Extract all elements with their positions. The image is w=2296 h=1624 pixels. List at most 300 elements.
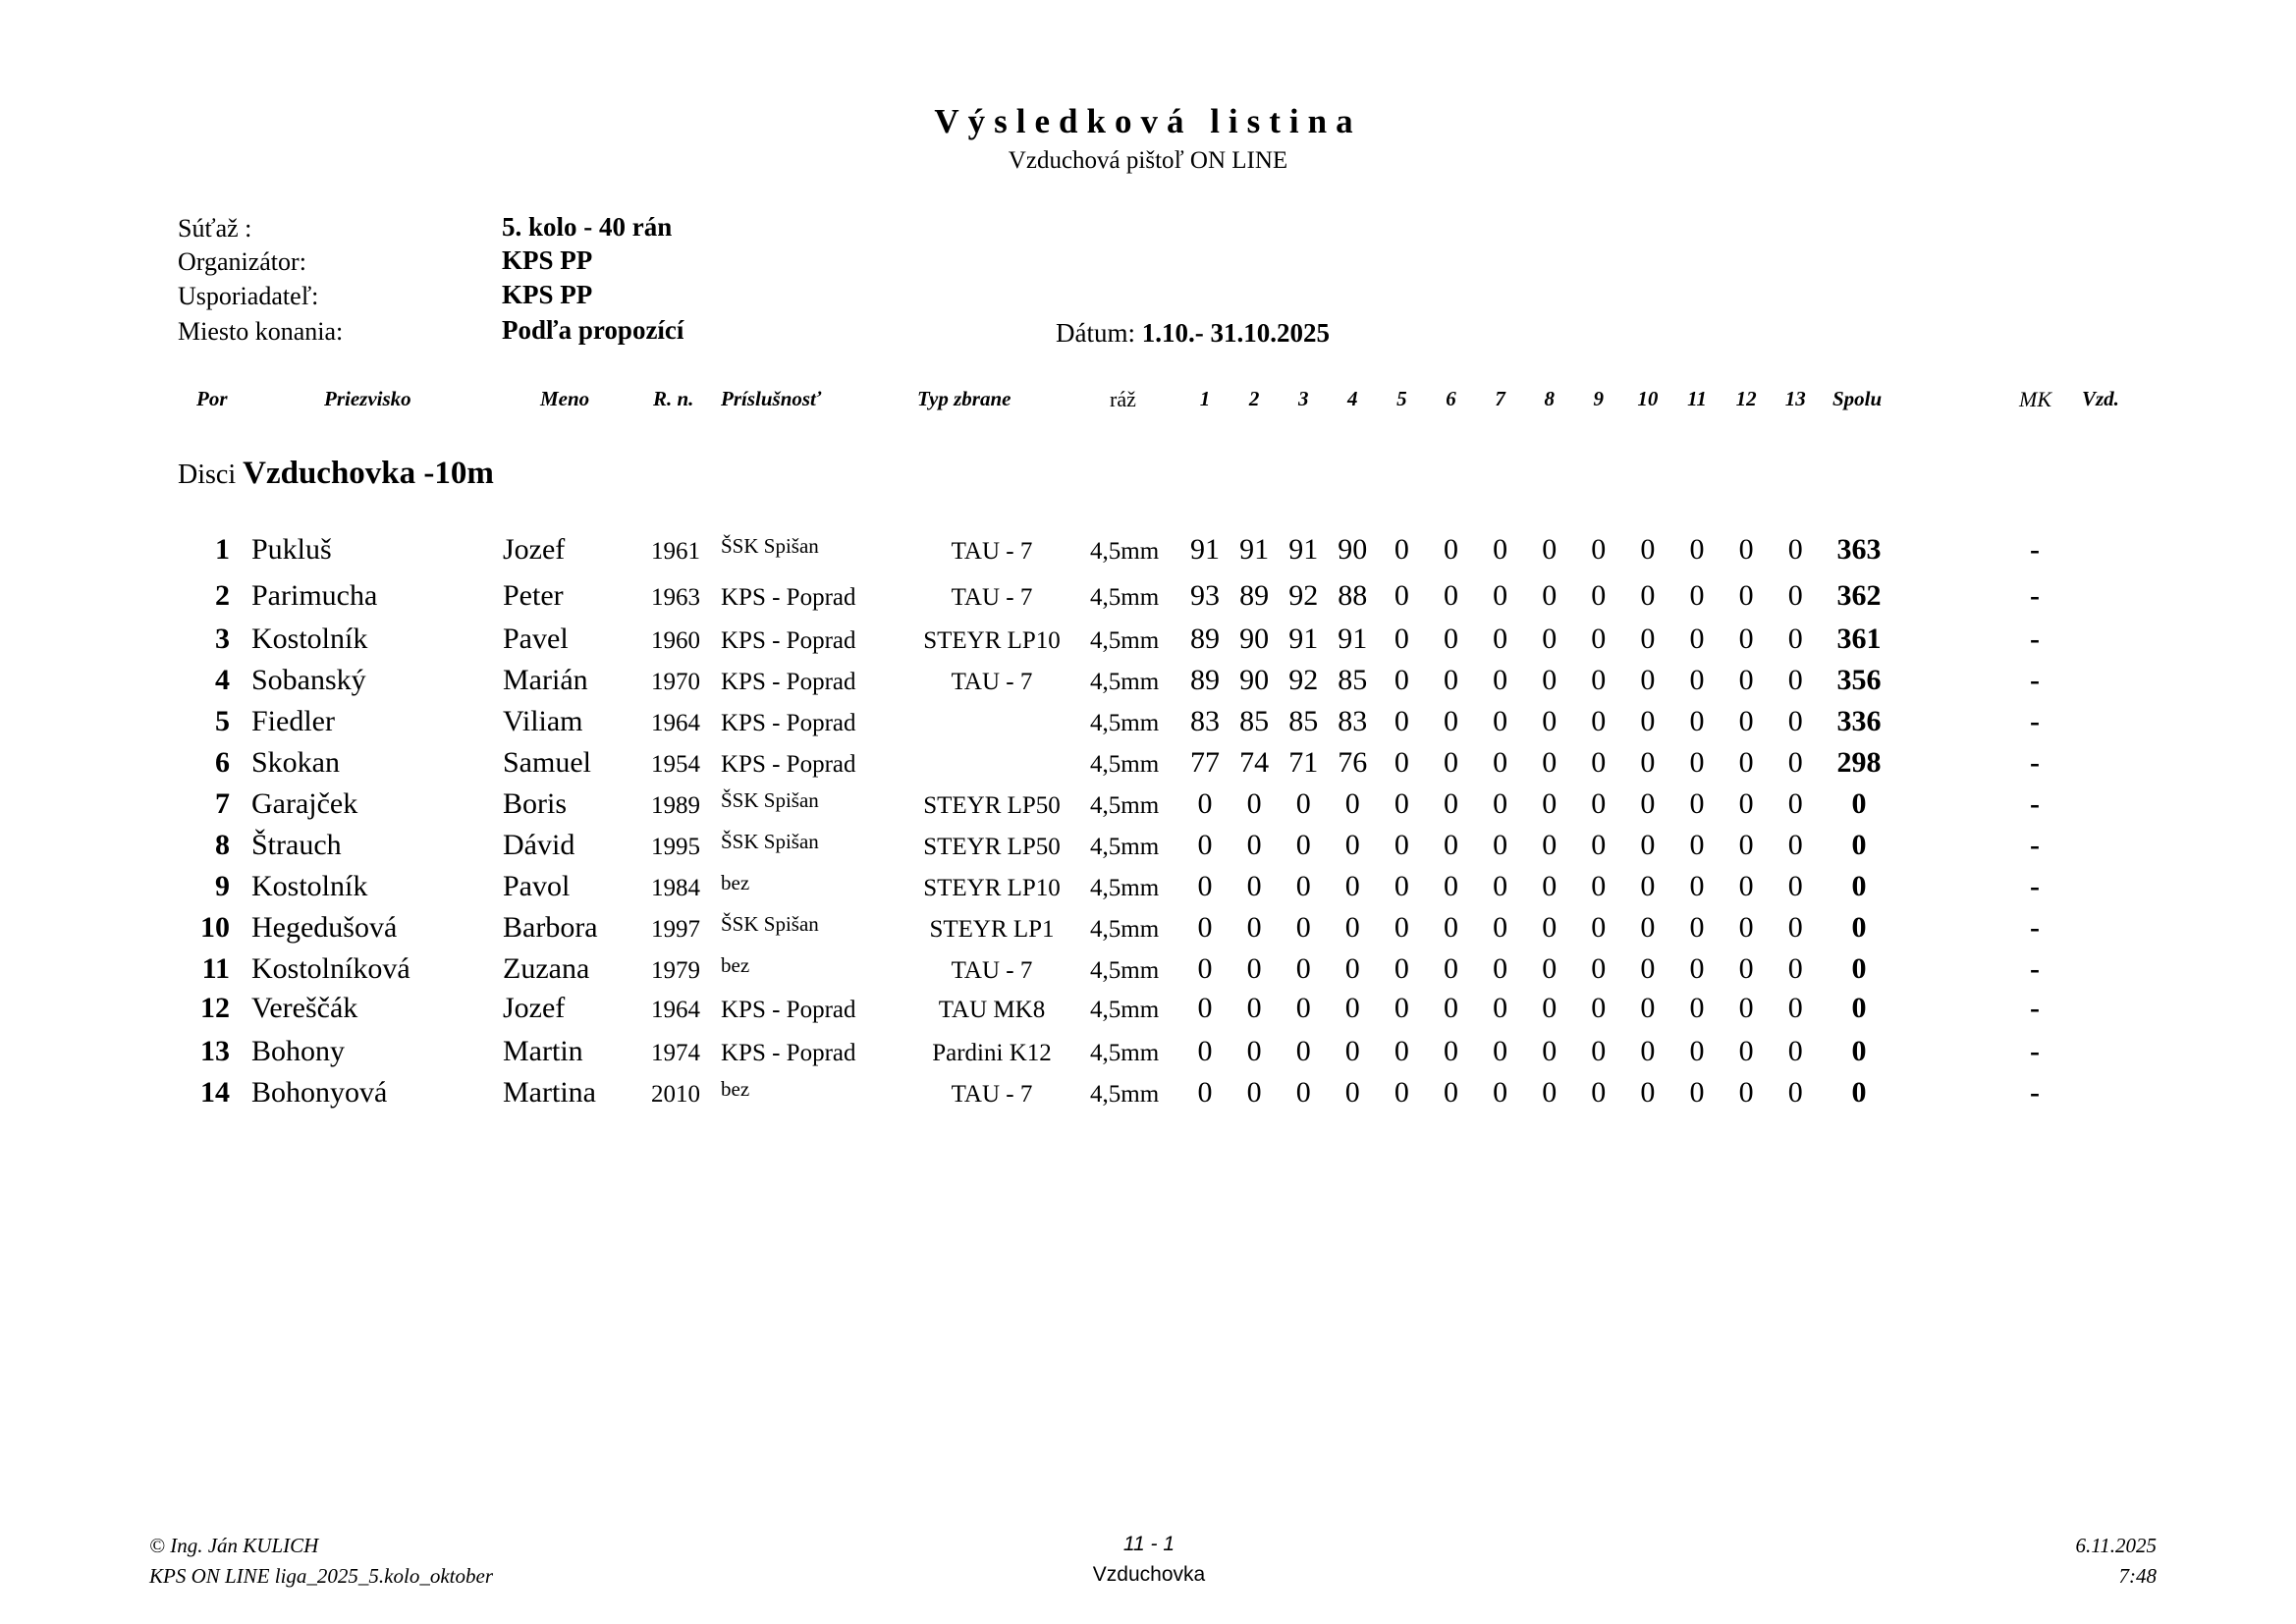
series-2-cell: 0 bbox=[1246, 1035, 1262, 1067]
rank-cell: 5 bbox=[215, 705, 230, 737]
series-5-cell: 0 bbox=[1394, 1035, 1409, 1067]
series-9-cell: 0 bbox=[1591, 746, 1607, 779]
total-cell: 298 bbox=[1836, 746, 1882, 779]
weapon-cell: TAU - 7 bbox=[951, 584, 1033, 611]
caliber-cell: 4,5mm bbox=[1090, 957, 1160, 984]
series-13-cell: 0 bbox=[1787, 829, 1803, 861]
series-1-cell: 89 bbox=[1190, 664, 1220, 696]
series-11-cell: 0 bbox=[1689, 1076, 1705, 1109]
series-5-cell: 0 bbox=[1394, 1076, 1409, 1109]
weapon-cell: TAU MK8 bbox=[938, 997, 1046, 1023]
caliber-cell: 4,5mm bbox=[1090, 916, 1160, 943]
surname-cell: Parimucha bbox=[251, 579, 378, 612]
series-11-cell: 0 bbox=[1689, 992, 1705, 1024]
series-1-cell: 83 bbox=[1190, 705, 1220, 737]
series-12-cell: 0 bbox=[1738, 870, 1754, 902]
series-7-cell: 0 bbox=[1493, 1035, 1508, 1067]
series-10-cell: 0 bbox=[1640, 829, 1656, 861]
weapon-cell: STEYR LP1 bbox=[929, 916, 1055, 943]
name-cell: Peter bbox=[503, 579, 564, 612]
rank-cell: 2 bbox=[215, 579, 230, 612]
surname-cell: Pukluš bbox=[251, 533, 332, 566]
series-10-cell: 0 bbox=[1640, 992, 1656, 1024]
series-9-cell: 0 bbox=[1591, 1035, 1607, 1067]
series-3-cell: 0 bbox=[1295, 870, 1311, 902]
name-cell: Barbora bbox=[503, 911, 598, 944]
name-cell: Pavel bbox=[503, 623, 569, 655]
series-10-cell: 0 bbox=[1640, 911, 1656, 944]
series-8-cell: 0 bbox=[1542, 787, 1558, 820]
series-9-cell: 0 bbox=[1591, 705, 1607, 737]
series-4-cell: 0 bbox=[1344, 829, 1360, 861]
name-cell: Samuel bbox=[503, 746, 591, 779]
series-3-cell: 0 bbox=[1295, 952, 1311, 985]
header-caliber: ráž bbox=[1110, 387, 1136, 411]
name-cell: Pavol bbox=[503, 870, 571, 902]
series-11-cell: 0 bbox=[1689, 664, 1705, 696]
series-4-cell: 91 bbox=[1338, 623, 1368, 655]
series-8-cell: 0 bbox=[1542, 746, 1558, 779]
name-cell: Viliam bbox=[503, 705, 583, 737]
series-8-cell: 0 bbox=[1542, 664, 1558, 696]
header-shot-1: 1 bbox=[1199, 387, 1211, 410]
mk-cell: - bbox=[2030, 787, 2040, 820]
club-cell: bez bbox=[721, 953, 750, 977]
club-cell: ŠSK Spišan bbox=[721, 830, 819, 853]
surname-cell: Štrauch bbox=[251, 829, 342, 861]
series-3-cell: 0 bbox=[1295, 829, 1311, 861]
series-9-cell: 0 bbox=[1591, 870, 1607, 902]
header-mk: MK bbox=[2019, 387, 2051, 411]
date-row bbox=[1056, 318, 1330, 349]
table-row bbox=[0, 1035, 2296, 1074]
series-13-cell: 0 bbox=[1787, 911, 1803, 944]
weapon-cell: TAU - 7 bbox=[951, 669, 1033, 695]
mk-cell: - bbox=[2030, 746, 2040, 779]
year-cell: 1954 bbox=[651, 751, 700, 778]
series-12-cell: 0 bbox=[1738, 664, 1754, 696]
series-9-cell: 0 bbox=[1591, 623, 1607, 655]
series-13-cell: 0 bbox=[1787, 952, 1803, 985]
mk-cell: - bbox=[2030, 533, 2040, 566]
series-5-cell: 0 bbox=[1394, 533, 1409, 566]
series-2-cell: 0 bbox=[1246, 870, 1262, 902]
series-3-cell: 71 bbox=[1288, 746, 1319, 779]
series-6-cell: 0 bbox=[1444, 787, 1458, 820]
series-12-cell: 0 bbox=[1738, 623, 1754, 655]
series-4-cell: 76 bbox=[1338, 746, 1368, 779]
series-6-cell: 0 bbox=[1444, 952, 1458, 985]
series-1-cell: 93 bbox=[1190, 579, 1220, 612]
total-cell: 363 bbox=[1836, 533, 1882, 566]
header-surname: Priezvisko bbox=[324, 387, 411, 410]
header-weapon: Typ zbrane bbox=[917, 387, 1011, 410]
header-shot-4: 4 bbox=[1347, 387, 1358, 410]
name-cell: Boris bbox=[503, 787, 568, 820]
series-10-cell: 0 bbox=[1640, 746, 1656, 779]
header-shot-8: 8 bbox=[1544, 387, 1555, 410]
table-row bbox=[0, 1076, 2296, 1115]
year-cell: 1970 bbox=[651, 669, 700, 695]
series-5-cell: 0 bbox=[1394, 579, 1409, 612]
year-cell: 1963 bbox=[651, 584, 700, 611]
rank-cell: 13 bbox=[200, 1035, 230, 1067]
rank-cell: 1 bbox=[215, 533, 230, 566]
series-13-cell: 0 bbox=[1787, 664, 1803, 696]
series-7-cell: 0 bbox=[1493, 664, 1508, 696]
series-8-cell: 0 bbox=[1542, 1035, 1558, 1067]
series-3-cell: 0 bbox=[1295, 1076, 1311, 1109]
name-cell: Zuzana bbox=[503, 952, 590, 985]
footer-section: Vzduchovka bbox=[1092, 1563, 1206, 1586]
series-10-cell: 0 bbox=[1640, 787, 1656, 820]
name-cell: Martin bbox=[503, 1035, 583, 1067]
year-cell: 1964 bbox=[651, 710, 700, 736]
series-8-cell: 0 bbox=[1542, 870, 1558, 902]
series-4-cell: 0 bbox=[1344, 992, 1360, 1024]
series-12-cell: 0 bbox=[1738, 533, 1754, 566]
club-cell: ŠSK Spišan bbox=[721, 912, 819, 936]
series-8-cell: 0 bbox=[1542, 829, 1558, 861]
series-2-cell: 90 bbox=[1239, 623, 1270, 655]
series-12-cell: 0 bbox=[1738, 787, 1754, 820]
series-6-cell: 0 bbox=[1444, 870, 1458, 902]
series-12-cell: 0 bbox=[1738, 829, 1754, 861]
series-3-cell: 0 bbox=[1295, 1035, 1311, 1067]
table-row bbox=[0, 746, 2296, 785]
header-shot-7: 7 bbox=[1495, 387, 1505, 410]
weapon-cell: TAU - 7 bbox=[951, 957, 1033, 984]
header-total: Spolu bbox=[1832, 387, 1883, 410]
series-5-cell: 0 bbox=[1394, 746, 1409, 779]
series-2-cell: 89 bbox=[1239, 579, 1270, 612]
series-11-cell: 0 bbox=[1689, 911, 1705, 944]
series-12-cell: 0 bbox=[1738, 1076, 1754, 1109]
series-6-cell: 0 bbox=[1444, 579, 1458, 612]
series-11-cell: 0 bbox=[1689, 829, 1705, 861]
surname-cell: Skokan bbox=[251, 746, 340, 779]
competition-label: Súťaž : bbox=[178, 214, 252, 243]
series-3-cell: 85 bbox=[1288, 705, 1319, 737]
caliber-cell: 4,5mm bbox=[1090, 792, 1160, 819]
venue-value: Podľa propozící bbox=[502, 315, 684, 345]
series-1-cell: 0 bbox=[1197, 992, 1213, 1024]
header-por: Por bbox=[196, 387, 228, 410]
series-3-cell: 91 bbox=[1288, 533, 1319, 566]
series-6-cell: 0 bbox=[1444, 705, 1458, 737]
series-2-cell: 0 bbox=[1246, 787, 1262, 820]
discipline-prefix: Disci bbox=[178, 460, 237, 490]
surname-cell: Bohony bbox=[251, 1035, 346, 1067]
header-club: Príslušnosť bbox=[721, 387, 822, 410]
series-7-cell: 0 bbox=[1493, 787, 1508, 820]
series-9-cell: 0 bbox=[1591, 911, 1607, 944]
year-cell: 1961 bbox=[651, 538, 700, 565]
series-2-cell: 0 bbox=[1246, 992, 1262, 1024]
mk-cell: - bbox=[2030, 664, 2040, 696]
header-shot-3: 3 bbox=[1297, 387, 1309, 410]
header-name: Meno bbox=[540, 387, 590, 410]
weapon-cell: Pardini K12 bbox=[932, 1040, 1052, 1066]
series-13-cell: 0 bbox=[1787, 705, 1803, 737]
weapon-cell: STEYR LP50 bbox=[923, 834, 1061, 860]
caliber-cell: 4,5mm bbox=[1090, 627, 1160, 654]
series-8-cell: 0 bbox=[1542, 623, 1558, 655]
series-1-cell: 0 bbox=[1197, 829, 1213, 861]
total-cell: 356 bbox=[1836, 664, 1882, 696]
weapon-cell: STEYR LP50 bbox=[923, 792, 1061, 819]
club-cell: KPS - Poprad bbox=[721, 751, 856, 778]
series-13-cell: 0 bbox=[1787, 746, 1803, 779]
series-2-cell: 91 bbox=[1239, 533, 1270, 566]
header-shot-5: 5 bbox=[1396, 387, 1407, 410]
series-8-cell: 0 bbox=[1542, 533, 1558, 566]
series-1-cell: 0 bbox=[1197, 911, 1213, 944]
mk-cell: - bbox=[2030, 992, 2040, 1024]
date-label: Dátum: bbox=[1056, 318, 1135, 348]
series-2-cell: 74 bbox=[1239, 746, 1270, 779]
footer-file: KPS ON LINE liga_2025_5.kolo_oktober bbox=[149, 1564, 493, 1588]
series-10-cell: 0 bbox=[1640, 533, 1656, 566]
club-cell: bez bbox=[721, 871, 750, 894]
club-cell: KPS - Poprad bbox=[721, 669, 856, 695]
series-4-cell: 0 bbox=[1344, 870, 1360, 902]
mk-cell: - bbox=[2030, 623, 2040, 655]
series-3-cell: 0 bbox=[1295, 992, 1311, 1024]
series-4-cell: 0 bbox=[1344, 1076, 1360, 1109]
series-13-cell: 0 bbox=[1787, 992, 1803, 1024]
caliber-cell: 4,5mm bbox=[1090, 875, 1160, 901]
series-1-cell: 89 bbox=[1190, 623, 1220, 655]
name-cell: Martina bbox=[503, 1076, 596, 1109]
series-13-cell: 0 bbox=[1787, 533, 1803, 566]
table-row bbox=[0, 579, 2296, 619]
year-cell: 1984 bbox=[651, 875, 700, 901]
series-8-cell: 0 bbox=[1542, 579, 1558, 612]
year-cell: 1997 bbox=[651, 916, 700, 943]
series-11-cell: 0 bbox=[1689, 623, 1705, 655]
series-11-cell: 0 bbox=[1689, 787, 1705, 820]
series-5-cell: 0 bbox=[1394, 664, 1409, 696]
series-3-cell: 92 bbox=[1288, 664, 1319, 696]
series-4-cell: 83 bbox=[1338, 705, 1368, 737]
series-8-cell: 0 bbox=[1542, 911, 1558, 944]
total-cell: 361 bbox=[1836, 623, 1882, 655]
series-4-cell: 0 bbox=[1344, 952, 1360, 985]
series-5-cell: 0 bbox=[1394, 952, 1409, 985]
series-9-cell: 0 bbox=[1591, 533, 1607, 566]
total-cell: 0 bbox=[1851, 1076, 1867, 1109]
series-2-cell: 90 bbox=[1239, 664, 1270, 696]
footer-date: 6.11.2025 bbox=[2075, 1534, 2157, 1557]
surname-cell: Sobanský bbox=[251, 664, 366, 696]
series-1-cell: 0 bbox=[1197, 787, 1213, 820]
total-cell: 362 bbox=[1836, 579, 1882, 612]
caliber-cell: 4,5mm bbox=[1090, 834, 1160, 860]
year-cell: 1989 bbox=[651, 792, 700, 819]
series-12-cell: 0 bbox=[1738, 911, 1754, 944]
series-5-cell: 0 bbox=[1394, 787, 1409, 820]
series-8-cell: 0 bbox=[1542, 952, 1558, 985]
caliber-cell: 4,5mm bbox=[1090, 669, 1160, 695]
series-9-cell: 0 bbox=[1591, 787, 1607, 820]
series-6-cell: 0 bbox=[1444, 746, 1458, 779]
series-12-cell: 0 bbox=[1738, 746, 1754, 779]
total-cell: 0 bbox=[1851, 787, 1867, 820]
series-12-cell: 0 bbox=[1738, 705, 1754, 737]
discipline-heading bbox=[178, 456, 494, 492]
series-3-cell: 0 bbox=[1295, 787, 1311, 820]
series-1-cell: 0 bbox=[1197, 952, 1213, 985]
total-cell: 0 bbox=[1851, 911, 1867, 944]
mk-cell: - bbox=[2030, 829, 2040, 861]
surname-cell: Hegedušová bbox=[251, 911, 398, 944]
date-value: 1.10.- 31.10.2025 bbox=[1141, 318, 1330, 348]
venue-label: Miesto konania: bbox=[178, 317, 344, 346]
table-row bbox=[0, 992, 2296, 1031]
series-11-cell: 0 bbox=[1689, 579, 1705, 612]
series-1-cell: 0 bbox=[1197, 870, 1213, 902]
total-cell: 0 bbox=[1851, 829, 1867, 861]
page-subtitle: Vzduchová pištoľ ON LINE bbox=[1008, 147, 1288, 174]
series-9-cell: 0 bbox=[1591, 664, 1607, 696]
series-7-cell: 0 bbox=[1493, 623, 1508, 655]
series-5-cell: 0 bbox=[1394, 623, 1409, 655]
weapon-cell: TAU - 7 bbox=[951, 538, 1033, 565]
series-11-cell: 0 bbox=[1689, 870, 1705, 902]
series-7-cell: 0 bbox=[1493, 911, 1508, 944]
rank-cell: 9 bbox=[215, 870, 230, 902]
series-11-cell: 0 bbox=[1689, 533, 1705, 566]
organizer-value: KPS PP bbox=[502, 245, 593, 275]
table-row bbox=[0, 787, 2296, 827]
club-cell: KPS - Poprad bbox=[721, 1040, 856, 1066]
series-10-cell: 0 bbox=[1640, 623, 1656, 655]
mk-cell: - bbox=[2030, 952, 2040, 985]
series-5-cell: 0 bbox=[1394, 992, 1409, 1024]
series-5-cell: 0 bbox=[1394, 829, 1409, 861]
header-shot-2: 2 bbox=[1248, 387, 1260, 410]
mk-cell: - bbox=[2030, 870, 2040, 902]
series-7-cell: 0 bbox=[1493, 952, 1508, 985]
caliber-cell: 4,5mm bbox=[1090, 997, 1160, 1023]
series-7-cell: 0 bbox=[1493, 870, 1508, 902]
series-10-cell: 0 bbox=[1640, 870, 1656, 902]
mk-cell: - bbox=[2030, 705, 2040, 737]
rank-cell: 6 bbox=[215, 746, 230, 779]
series-4-cell: 0 bbox=[1344, 787, 1360, 820]
series-13-cell: 0 bbox=[1787, 870, 1803, 902]
footer-page: 11 - 1 bbox=[1122, 1533, 1175, 1555]
series-9-cell: 0 bbox=[1591, 1076, 1607, 1109]
series-7-cell: 0 bbox=[1493, 746, 1508, 779]
footer-author: © Ing. Ján KULICH bbox=[149, 1534, 319, 1557]
series-2-cell: 0 bbox=[1246, 829, 1262, 861]
series-6-cell: 0 bbox=[1444, 1076, 1458, 1109]
rank-cell: 14 bbox=[200, 1076, 230, 1109]
host-label: Usporiadateľ: bbox=[178, 282, 319, 310]
name-cell: Jozef bbox=[503, 992, 566, 1024]
series-12-cell: 0 bbox=[1738, 952, 1754, 985]
total-cell: 336 bbox=[1836, 705, 1882, 737]
series-10-cell: 0 bbox=[1640, 1035, 1656, 1067]
series-8-cell: 0 bbox=[1542, 992, 1558, 1024]
club-cell: KPS - Poprad bbox=[721, 627, 856, 654]
mk-cell: - bbox=[2030, 579, 2040, 612]
mk-cell: - bbox=[2030, 1035, 2040, 1067]
total-cell: 0 bbox=[1851, 952, 1867, 985]
surname-cell: Bohonyová bbox=[251, 1076, 388, 1109]
total-cell: 0 bbox=[1851, 992, 1867, 1024]
header-shot-11: 11 bbox=[1687, 387, 1707, 410]
rank-cell: 3 bbox=[215, 623, 230, 655]
rank-cell: 11 bbox=[201, 952, 230, 985]
series-6-cell: 0 bbox=[1444, 664, 1458, 696]
name-cell: Dávid bbox=[503, 829, 575, 861]
series-1-cell: 77 bbox=[1190, 746, 1220, 779]
year-cell: 1995 bbox=[651, 834, 700, 860]
mk-cell: - bbox=[2030, 911, 2040, 944]
table-row bbox=[0, 533, 2296, 572]
series-10-cell: 0 bbox=[1640, 1076, 1656, 1109]
series-7-cell: 0 bbox=[1493, 1076, 1508, 1109]
year-cell: 2010 bbox=[651, 1081, 700, 1108]
series-7-cell: 0 bbox=[1493, 579, 1508, 612]
series-1-cell: 91 bbox=[1190, 533, 1220, 566]
mk-cell: - bbox=[2030, 1076, 2040, 1109]
series-7-cell: 0 bbox=[1493, 705, 1508, 737]
series-6-cell: 0 bbox=[1444, 533, 1458, 566]
header-shot-6: 6 bbox=[1446, 387, 1456, 410]
series-4-cell: 85 bbox=[1338, 664, 1368, 696]
surname-cell: Kostolník bbox=[251, 623, 368, 655]
surname-cell: Kostolníková bbox=[251, 952, 410, 985]
series-13-cell: 0 bbox=[1787, 579, 1803, 612]
club-cell: KPS - Poprad bbox=[721, 997, 856, 1023]
series-9-cell: 0 bbox=[1591, 579, 1607, 612]
series-4-cell: 90 bbox=[1338, 533, 1368, 566]
series-8-cell: 0 bbox=[1542, 705, 1558, 737]
series-11-cell: 0 bbox=[1689, 1035, 1705, 1067]
series-7-cell: 0 bbox=[1493, 533, 1508, 566]
table-row bbox=[0, 911, 2296, 950]
total-cell: 0 bbox=[1851, 1035, 1867, 1067]
surname-cell: Vereščák bbox=[251, 992, 358, 1024]
table-row bbox=[0, 705, 2296, 744]
series-10-cell: 0 bbox=[1640, 705, 1656, 737]
series-5-cell: 0 bbox=[1394, 911, 1409, 944]
footer-time: 7:48 bbox=[2118, 1564, 2157, 1588]
series-2-cell: 0 bbox=[1246, 911, 1262, 944]
table-row bbox=[0, 623, 2296, 662]
weapon-cell: TAU - 7 bbox=[951, 1081, 1033, 1108]
series-1-cell: 0 bbox=[1197, 1076, 1213, 1109]
series-10-cell: 0 bbox=[1640, 952, 1656, 985]
year-cell: 1979 bbox=[651, 957, 700, 984]
series-4-cell: 0 bbox=[1344, 1035, 1360, 1067]
series-9-cell: 0 bbox=[1591, 952, 1607, 985]
series-8-cell: 0 bbox=[1542, 1076, 1558, 1109]
club-cell: KPS - Poprad bbox=[721, 710, 856, 736]
series-5-cell: 0 bbox=[1394, 705, 1409, 737]
host-value: KPS PP bbox=[502, 280, 593, 309]
surname-cell: Fiedler bbox=[251, 705, 335, 737]
series-6-cell: 0 bbox=[1444, 1035, 1458, 1067]
rank-cell: 10 bbox=[200, 911, 230, 944]
series-5-cell: 0 bbox=[1394, 870, 1409, 902]
header-vzd: Vzd. bbox=[2082, 387, 2119, 410]
series-10-cell: 0 bbox=[1640, 664, 1656, 696]
